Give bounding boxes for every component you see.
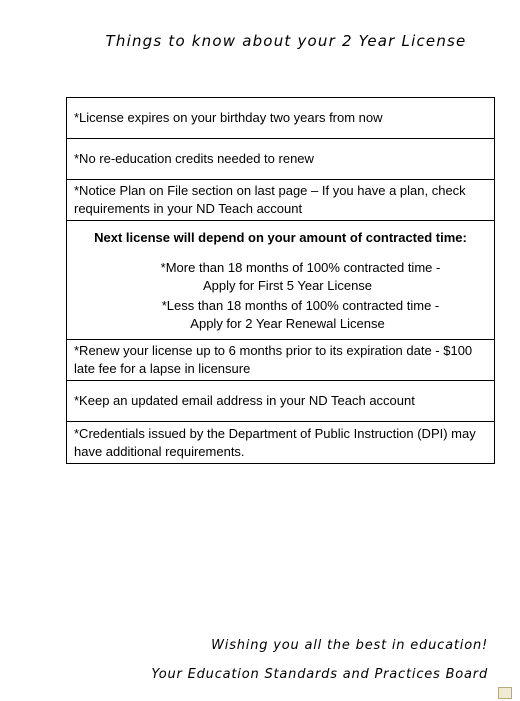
next-license-heading: Next license will depend on your amount of contracted time: xyxy=(94,230,467,245)
option-less-line2: Apply for 2 Year Renewal License xyxy=(190,316,385,331)
info-row-credits xyxy=(67,139,495,180)
info-cell: *Keep an updated email address in your ND Teach account xyxy=(67,381,495,422)
option-more-line1: *More than 18 months of 100% contracted time - xyxy=(160,260,441,275)
license-info-table xyxy=(66,97,495,464)
option-more-line2: Apply for First 5 Year License xyxy=(202,278,373,293)
next-license-cell xyxy=(67,221,495,340)
footer-signature: Your Education Standards and Practices Board xyxy=(151,667,488,682)
page-corner-icon xyxy=(498,687,512,699)
info-row-renewal-window xyxy=(67,340,495,381)
option-less-line1: *Less than 18 months of 100% contracted time - xyxy=(161,298,440,313)
info-cell: *Notice Plan on File section on last page – If you have a plan, check requirements in your ND Teach account xyxy=(67,180,495,221)
option-more-than-18 xyxy=(74,259,487,295)
info-cell: *No re-education credits needed to renew xyxy=(67,139,495,180)
info-row-email xyxy=(67,381,495,422)
info-row-next-license xyxy=(67,221,495,340)
option-less-than-18 xyxy=(74,297,487,333)
page-title: Things to know about your 2 Year License xyxy=(105,32,467,50)
info-cell: *License expires on your birthday two years from now xyxy=(67,98,495,139)
footer-wishes: Wishing you all the best in education! xyxy=(211,638,488,653)
info-row-expiration xyxy=(67,98,495,139)
info-cell: *Credentials issued by the Department of Public Instruction (DPI) may have additional requirements. xyxy=(67,422,495,464)
info-row-credentials xyxy=(67,422,495,464)
info-row-plan-on-file xyxy=(67,180,495,221)
info-cell: *Renew your license up to 6 months prior to its expiration date - $100 late fee for a lapse in licensure xyxy=(67,340,495,381)
